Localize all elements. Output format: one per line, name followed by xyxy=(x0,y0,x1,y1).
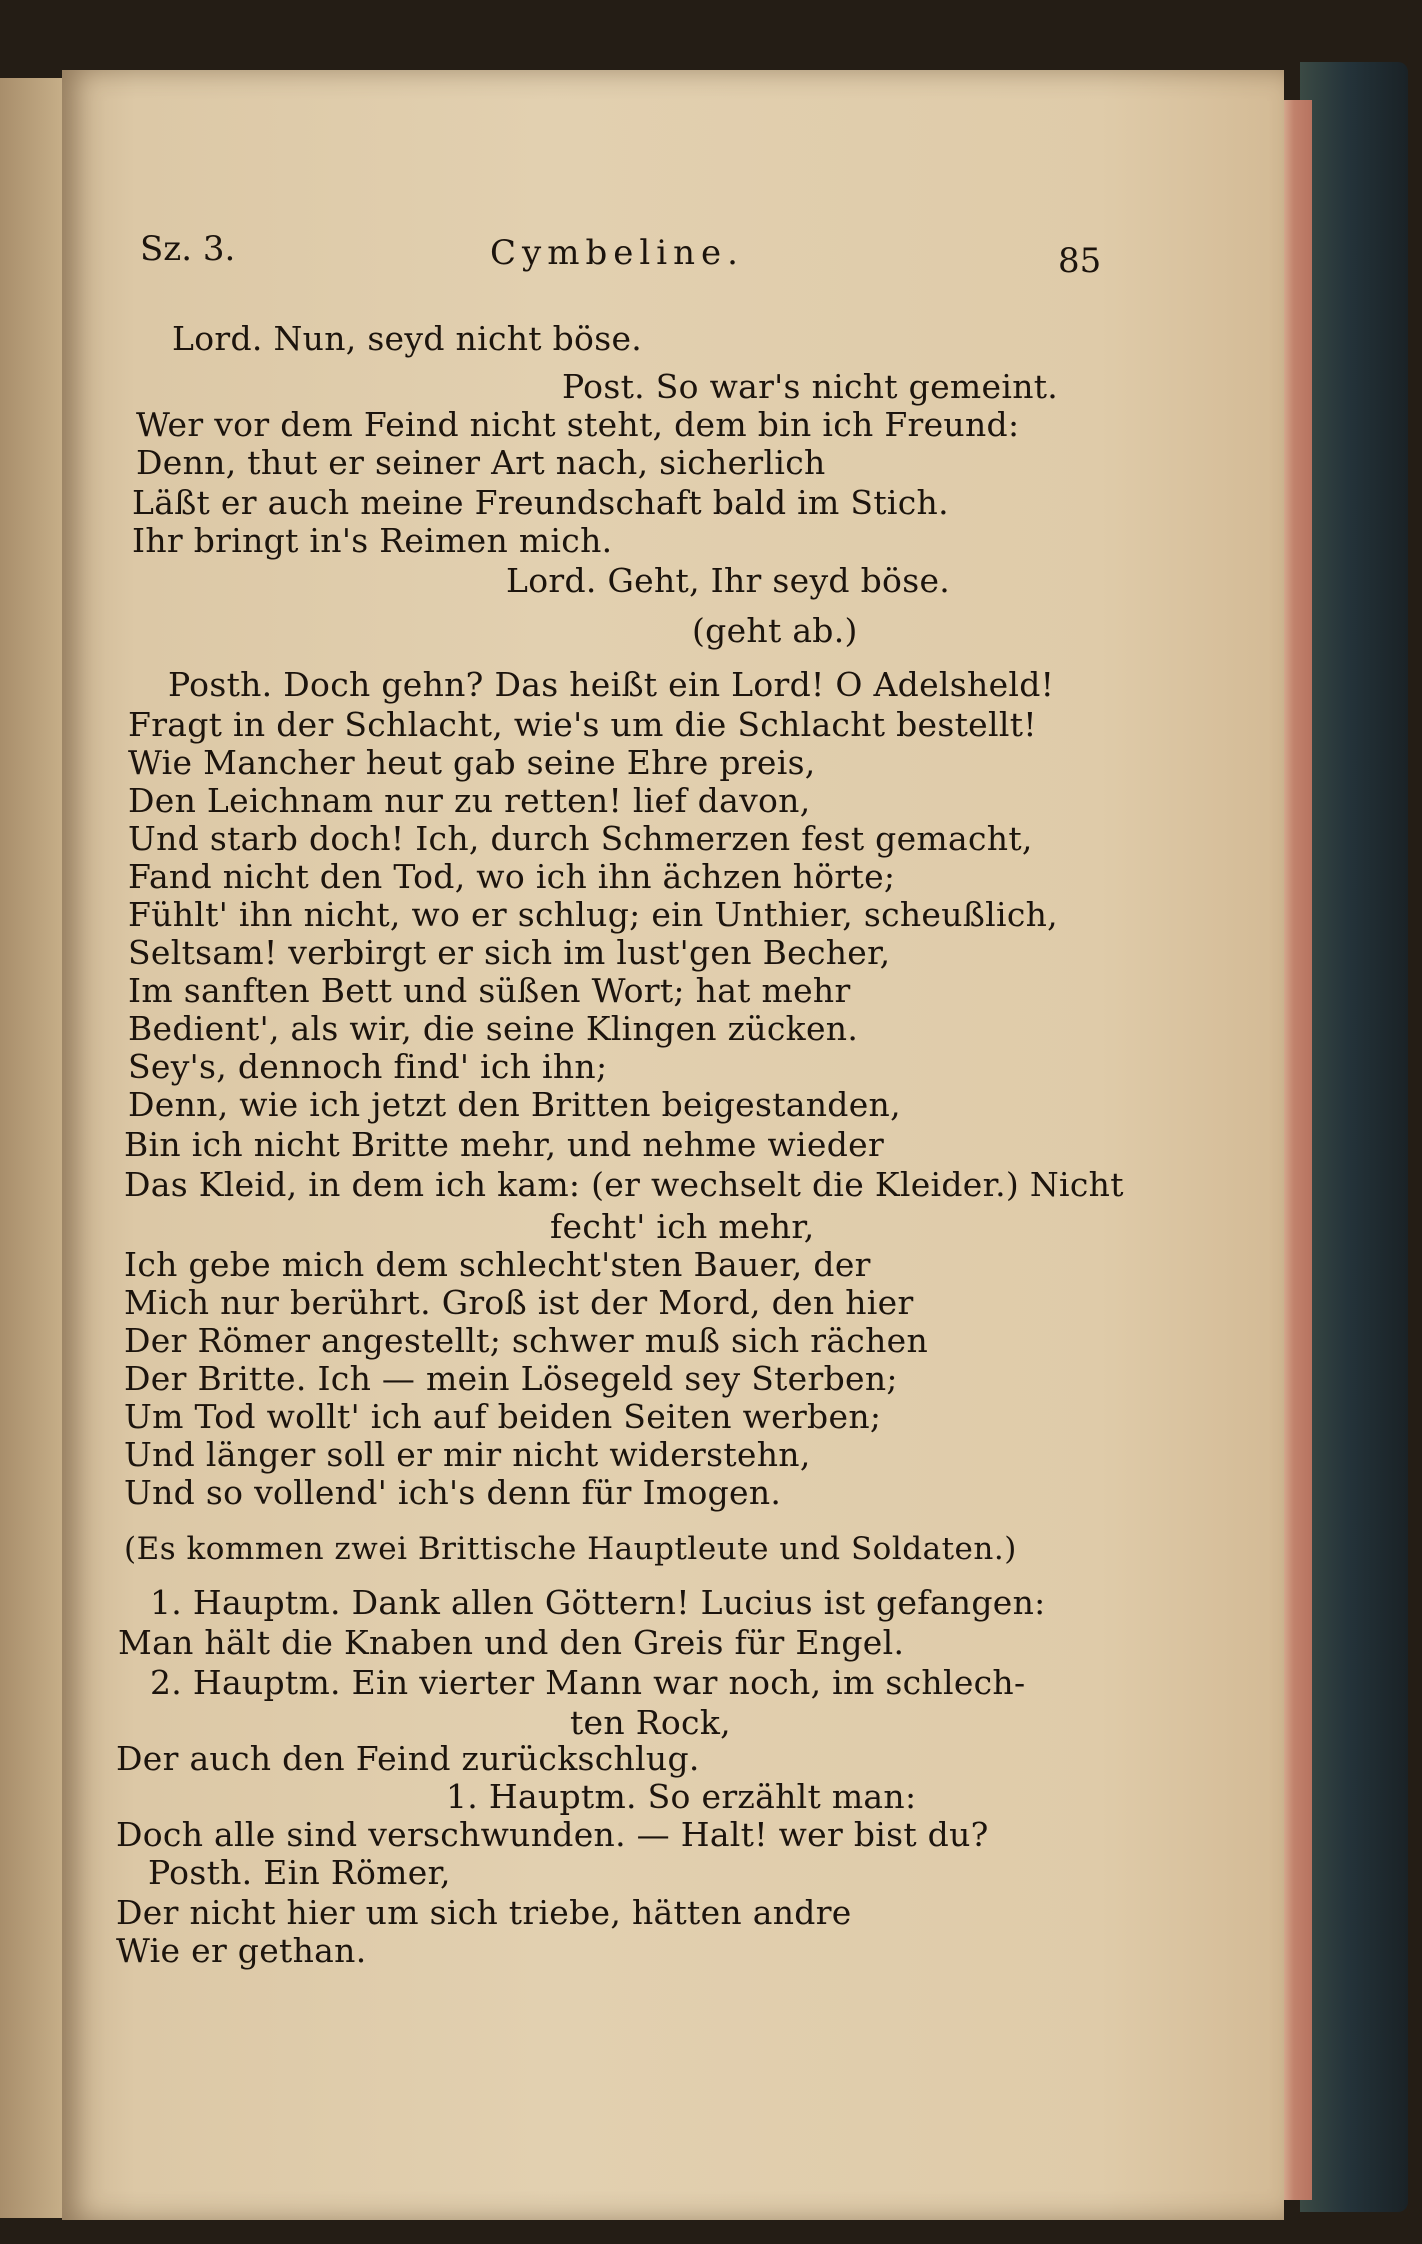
text-line: Lord. Nun, seyd nicht böse. xyxy=(172,319,643,358)
text-line: Posth. Doch gehn? Das heißt ein Lord! O Adelsheld! xyxy=(168,665,1055,704)
text-line: Seltsam! verbirgt er sich im lust'gen Becher, xyxy=(128,933,891,972)
text-line: Mich nur berührt. Groß ist der Mord, den hier xyxy=(124,1283,914,1322)
page-block-edge xyxy=(1282,100,1312,2200)
text-line: Der Römer angestellt; schwer muß sich rächen xyxy=(124,1321,929,1360)
text-line: Und so vollend' ich's denn für Imogen. xyxy=(124,1473,782,1512)
text-line: Und länger soll er mir nicht widerstehn, xyxy=(124,1435,811,1474)
text-line: Läßt er auch meine Freundschaft bald im Stich. xyxy=(132,483,949,522)
stage-direction: (geht ab.) xyxy=(692,611,858,650)
scene-label: Sz. 3. xyxy=(140,229,236,269)
text-line: Um Tod wollt' ich auf beiden Seiten werben; xyxy=(124,1397,882,1436)
text-line: Bin ich nicht Britte mehr, und nehme wieder xyxy=(124,1125,885,1164)
text-line: Denn, thut er seiner Art nach, sicherlich xyxy=(136,443,826,482)
text-line: Fragt in der Schlacht, wie's um die Schlacht bestellt! xyxy=(128,705,1037,744)
text-line: ten Rock, xyxy=(570,1703,731,1742)
page-title: Cymbeline. xyxy=(490,233,744,273)
text-line: 1. Hauptm. Dank allen Göttern! Lucius ist gefangen: xyxy=(150,1583,1046,1622)
text-line: Im sanften Bett und süßen Wort; hat mehr xyxy=(128,971,851,1010)
text-line: 2. Hauptm. Ein vierter Mann war noch, im schlech- xyxy=(150,1663,1026,1702)
page-number: 85 xyxy=(1058,241,1102,281)
text-line: Und starb doch! Ich, durch Schmerzen fest gemacht, xyxy=(128,819,1033,858)
text-line: Post. So war's nicht gemeint. xyxy=(562,367,1059,406)
text-line: fecht' ich mehr, xyxy=(550,1207,815,1246)
text-line: Der auch den Feind zurückschlug. xyxy=(116,1739,700,1778)
text-line: 1. Hauptm. So erzählt man: xyxy=(446,1777,917,1816)
text-line: Das Kleid, in dem ich kam: (er wechselt die Kleider.) Nicht xyxy=(124,1165,1124,1204)
text-line: Man hält die Knaben und den Greis für Engel. xyxy=(118,1623,905,1662)
book-cover xyxy=(1300,62,1408,2212)
text-line: Der nicht hier um sich triebe, hätten andre xyxy=(116,1893,852,1932)
text-line: Wie er gethan. xyxy=(116,1931,367,1970)
text-line: Den Leichnam nur zu retten! lief davon, xyxy=(128,781,811,820)
text-line: Der Britte. Ich — mein Lösegeld sey Sterben; xyxy=(124,1359,898,1398)
text-line: Denn, wie ich jetzt den Britten beigestanden, xyxy=(128,1085,901,1124)
text-line: Doch alle sind verschwunden. — Halt! wer bist du? xyxy=(116,1815,989,1854)
text-line: Sey's, dennoch find' ich ihn; xyxy=(128,1047,608,1086)
text-line: Fand nicht den Tod, wo ich ihn ächzen hörte; xyxy=(128,857,896,896)
text-line: Ihr bringt in's Reimen mich. xyxy=(132,521,613,560)
stage-direction: (Es kommen zwei Brittische Hauptleute und Soldaten.) xyxy=(124,1531,1017,1567)
previous-page-edge xyxy=(0,78,62,2218)
text-line: Posth. Ein Römer, xyxy=(148,1853,451,1892)
text-line: Lord. Geht, Ihr seyd böse. xyxy=(506,561,951,600)
text-line: Fühlt' ihn nicht, wo er schlug; ein Unthier, scheußlich, xyxy=(128,895,1058,934)
text-line: Wer vor dem Feind nicht steht, dem bin ich Freund: xyxy=(136,405,1020,444)
text-line: Wie Mancher heut gab seine Ehre preis, xyxy=(128,743,816,782)
text-line: Ich gebe mich dem schlecht'sten Bauer, der xyxy=(124,1245,871,1284)
text-line: Bedient', als wir, die seine Klingen zücken. xyxy=(128,1009,859,1048)
